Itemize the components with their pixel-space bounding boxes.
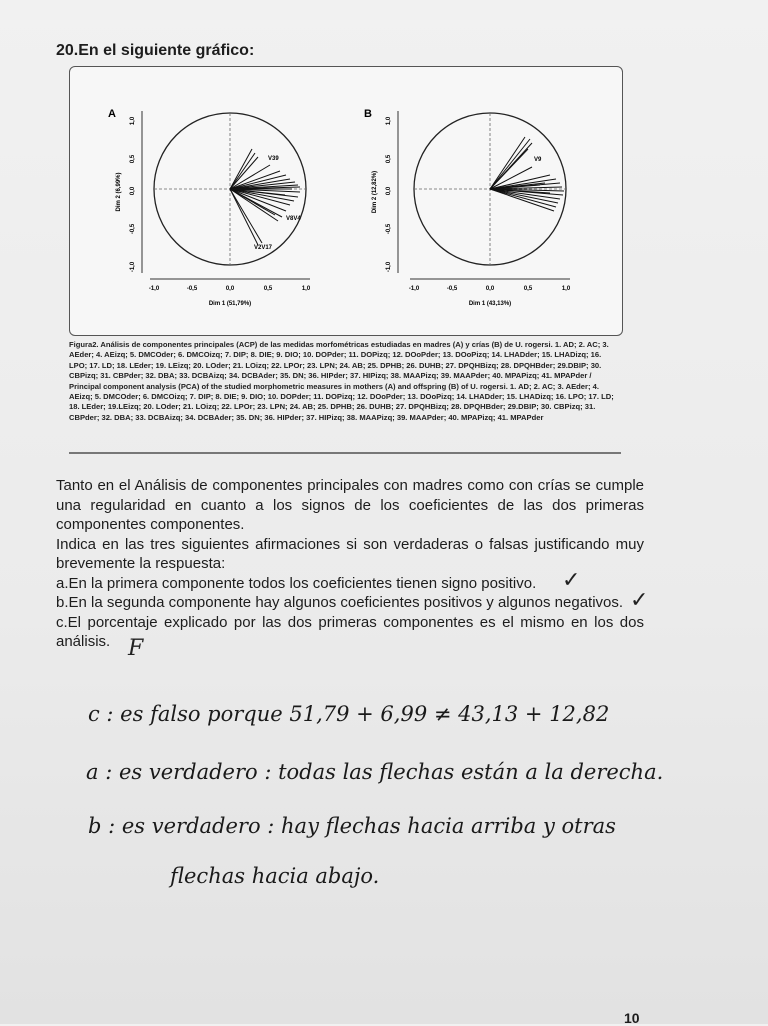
x-tick: -0,5 — [446, 286, 458, 292]
panel-b-xticks — [409, 286, 571, 292]
panel-b-arrows — [490, 137, 564, 211]
var-label: V2V17 — [254, 245, 273, 251]
panel-b-xlabel: Dim 1 (43,13%) — [468, 301, 512, 307]
y-tick: -1,0 — [130, 261, 136, 273]
x-tick: 0,5 — [523, 286, 533, 292]
x-tick: 0,0 — [485, 286, 495, 292]
statement-a: a.En la primera componente todos los coeficientes tienen signo positivo. — [56, 574, 537, 592]
y-tick: 1,0 — [130, 116, 136, 126]
panel-b-label: B — [364, 108, 372, 120]
statement-b: b.En la segunda componente hay algunos coeficientes positivos y algunos negativos. — [56, 594, 624, 611]
intro-paragraph: Tanto en el Análisis de componentes principales con madres como con crías se cumple una regularidad en cuanto a los signos de los coeficientes de las dos primeras componentes componentes. — [56, 477, 644, 533]
x-tick: 0,5 — [263, 286, 273, 292]
panel-a-label: A — [108, 108, 116, 120]
pca-panel-b — [360, 97, 610, 317]
panel-b-yticks — [386, 116, 392, 272]
figure-frame — [69, 66, 623, 336]
question-title: 20.En el siguiente gráfico: — [56, 42, 255, 59]
handwritten-answer-a: a : es verdadero : todas las flechas están a la derecha. — [86, 760, 664, 784]
x-tick: 1,0 — [301, 286, 311, 292]
handwritten-answer-c: c : es falso porque 51,79 + 6,99 ≠ 43,13 + 12,82 — [88, 702, 610, 726]
x-tick: 0,0 — [225, 286, 235, 292]
caption-divider — [69, 452, 621, 454]
loading-arrow — [230, 149, 252, 189]
handwritten-answer-b-line2: flechas hacia abajo. — [170, 864, 380, 888]
question-body — [56, 476, 644, 652]
y-tick: -1,0 — [386, 261, 392, 273]
pca-panel-a — [100, 97, 350, 317]
panel-a-ylabel: Dim 2 (6,99%) — [116, 172, 122, 212]
handwritten-answer-b-line1: b : es verdadero : hay flechas hacia arriba y otras — [88, 814, 616, 838]
panel-a-yticks — [130, 116, 136, 272]
page-number: 10 — [624, 1010, 640, 1026]
figure-caption: Figura2. Análisis de componentes principales (ACP) de las medidas morfométricas estudiadas en madres (A) y crías (B) de U. rogersi. 1. AD; 2. AC; 3. AEder; 4. AEizq; 5. DMCOder; 6. DMCOizq; 7. DIP; 8. DIE; 9. DIO; 10. DOPder; 11. DOPizq; 12. DOoPder; 13. DOoPizq; 14. LHADder; 15. LHADizq; 16. LPO; 17. LD; 18. LEder; 19. LEizq; 20. LOder; 21. LOizq; 22. LPOr; 23. LPN; 24. AB; 25. DPHB; 26. DUHB; 27. DPQHBizq; 28. DPQHBder; 29.DBIP; 30. CBPizq; 31. CBPder; 32. DBA; 33. DCBAizq; 34. DCBAder; 35. DN; 36. HIPder; 37. HIPizq; 38. MAAPizq; 39. MAAPder; 40. MPAPizq; 41. MPAPder / Principal component analysis (PCA) of the studied morphometric measures in mothers (A) and offspring (B) of U. rogersi. 1. AD; 2. AC; 3. AEder; 4. AEizq; 5. DMCOder; 6. DMCOizq; 7. DIP; 8. DIE; 9. DIO; 10. DOPder; 11. DOPizq; 12. DOoPder; 13. DOoPizq; 14. LHADder; 15. LHADizq; 16. LPO; 17. LD; 18. LEder; 19.LEizq; 20. LOder; 21. LOizq; 22. LPOr; 23. LPN; 24. AB; 25. DPHB; 26. DUHB; 27. DPQHBizq; 28. DPQHBder; 29.DBIP; 30. CBPizq; 31. CBPder; 32. DBA; 33. DCBAizq; 34. DCBAder; 35. DN; 36. HIPder; 37. HIPizq; 38. MAAPizq; 39. MAAPder; 40. MPAPizq; 41. MPAPder — [69, 340, 614, 422]
x-tick: -1,0 — [148, 286, 160, 292]
false-mark-c: F — [128, 636, 144, 661]
panel-a-xlabel: Dim 1 (51,79%) — [208, 301, 252, 307]
var-label: V8V4 — [286, 216, 301, 222]
var-label: V39 — [268, 156, 279, 162]
panel-a-arrows — [230, 149, 300, 245]
panel-b-ylabel: Dim 2 (12,82%) — [372, 170, 378, 214]
y-tick: -0,5 — [130, 223, 136, 235]
x-tick: 1,0 — [561, 286, 571, 292]
loading-arrow — [490, 137, 525, 189]
panel-a-xticks — [149, 286, 311, 292]
y-tick: 0,0 — [130, 186, 136, 196]
y-tick: 0,5 — [130, 154, 136, 164]
statement-c: c.El porcentaje explicado por las dos primeras componentes es el mismo en los dos análisis. — [56, 613, 644, 650]
x-tick: -0,5 — [186, 286, 198, 292]
instruction-paragraph: Indica en las tres siguientes afirmaciones si son verdaderas o falsas justificando muy brevemente la respuesta: — [56, 535, 644, 572]
x-tick: -1,0 — [408, 286, 420, 292]
check-mark-b: ✓ — [630, 588, 649, 613]
y-tick: -0,5 — [386, 223, 392, 235]
var-label: V9 — [534, 157, 542, 163]
y-tick: 0,5 — [386, 154, 392, 164]
y-tick: 1,0 — [386, 116, 392, 126]
loading-arrow — [490, 149, 528, 189]
y-tick: 0,0 — [386, 186, 392, 196]
check-mark-a: ✓ — [562, 568, 581, 593]
